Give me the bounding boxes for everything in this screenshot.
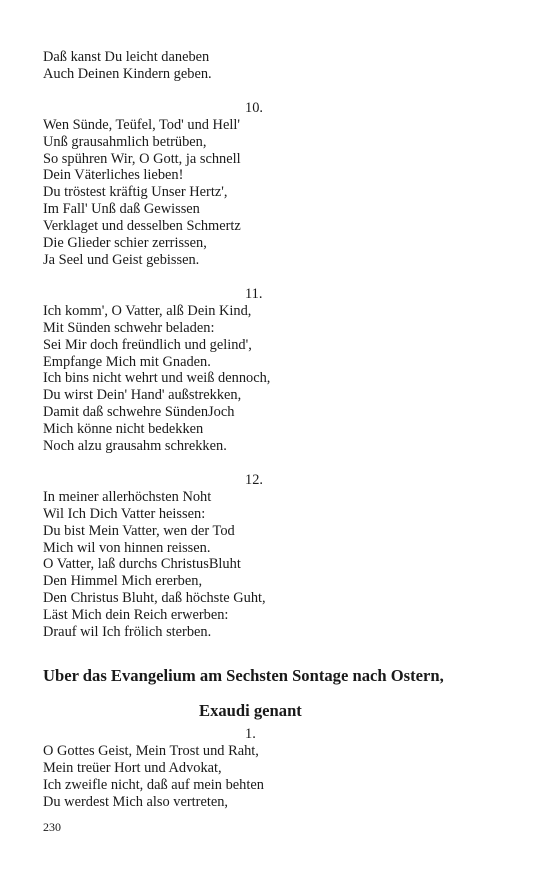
verse-line: O Vatter, laß durchs ChristusBluht (43, 556, 241, 573)
heading-gap (43, 686, 473, 701)
verse-line: So spühren Wir, O Gott, ja schnell (43, 150, 241, 167)
verse-line: Im Fall' Unß daß Gewissen (43, 201, 200, 218)
verse-line: Mein treüer Hort und Advokat, (43, 759, 222, 776)
verse-line: Läst Mich dein Reich erwerben: (43, 607, 229, 624)
stanza-gap (43, 83, 473, 100)
verse-line: O Gottes Geist, Mein Trost und Raht, (43, 742, 259, 759)
stanza-number: 12. (245, 471, 263, 488)
verse-line: Daß kanst Du leicht daneben (43, 49, 210, 65)
verse-line: Ich komm', O Vatter, alß Dein Kind, (43, 302, 252, 319)
verse-line: Du tröstest kräftig Unser Hertz', (43, 184, 228, 201)
document-page (43, 49, 473, 811)
verse-line: Die Glieder schier zerrissen, (43, 235, 207, 252)
verse-line: Ich bins nicht wehrt und weiß dennoch, (43, 370, 271, 387)
stanza-1 (43, 726, 473, 811)
verse-line: Wen Sünde, Teüfel, Tod' und Hell' (43, 116, 240, 133)
verse-line: Wil Ich Dich Vatter heissen: (43, 505, 206, 522)
verse-line: Noch alzu grausahm schrekken. (43, 438, 227, 455)
verse-line: Mit Sünden schwehr beladen: (43, 319, 215, 336)
section-subheading: Exaudi genant (199, 701, 302, 720)
verse-line: Damit daß schwehre SündenJoch (43, 404, 235, 421)
verse-line: Mich könne nicht bedekken (43, 421, 204, 438)
verse-line: Auch Deinen Kindern geben. (43, 65, 212, 82)
stanza-12 (43, 472, 473, 641)
stanza-number: 10. (245, 99, 263, 116)
section-gap (43, 641, 473, 666)
stanza-11 (43, 286, 473, 455)
verse-line: Du bist Mein Vatter, wen der Tod (43, 522, 235, 539)
verse-line: Du wirst Dein' Hand' außstrekken, (43, 387, 242, 404)
verse-line: Empfange Mich mit Gnaden. (43, 353, 211, 370)
verse-line: Verklaget und desselben Schmertz (43, 218, 241, 235)
verse-line: Den Christus Bluht, daß höchste Guht, (43, 590, 266, 607)
verse-line: Ich zweifle nicht, daß auf mein behten (43, 776, 264, 793)
section-heading: Uber das Evangelium am Sechsten Sontage nach Ostern, (43, 666, 444, 685)
verse-line: Du werdest Mich also vertreten, (43, 793, 229, 810)
verse-line: Drauf wil Ich frölich sterben. (43, 624, 212, 641)
stanza-10 (43, 100, 473, 269)
stanza-number: 1. (245, 726, 256, 742)
verse-line: Mich wil von hinnen reissen. (43, 539, 211, 556)
page-number: 230 (43, 820, 61, 834)
verse-line: In meiner allerhöchsten Noht (43, 488, 212, 505)
verse-line: Ja Seel und Geist gebissen. (43, 251, 200, 268)
verse-line: Unß grausahmlich betrüben, (43, 133, 207, 150)
stanza-gap (43, 269, 473, 286)
verse-line: Dein Väterliches lieben! (43, 167, 184, 184)
stanza-number: 11. (245, 285, 263, 302)
stanza-gap (43, 455, 473, 472)
verse-line: Sei Mir doch freündlich und gelind', (43, 336, 252, 353)
opening-lines (43, 49, 473, 83)
verse-line: Den Himmel Mich ererben, (43, 573, 203, 590)
